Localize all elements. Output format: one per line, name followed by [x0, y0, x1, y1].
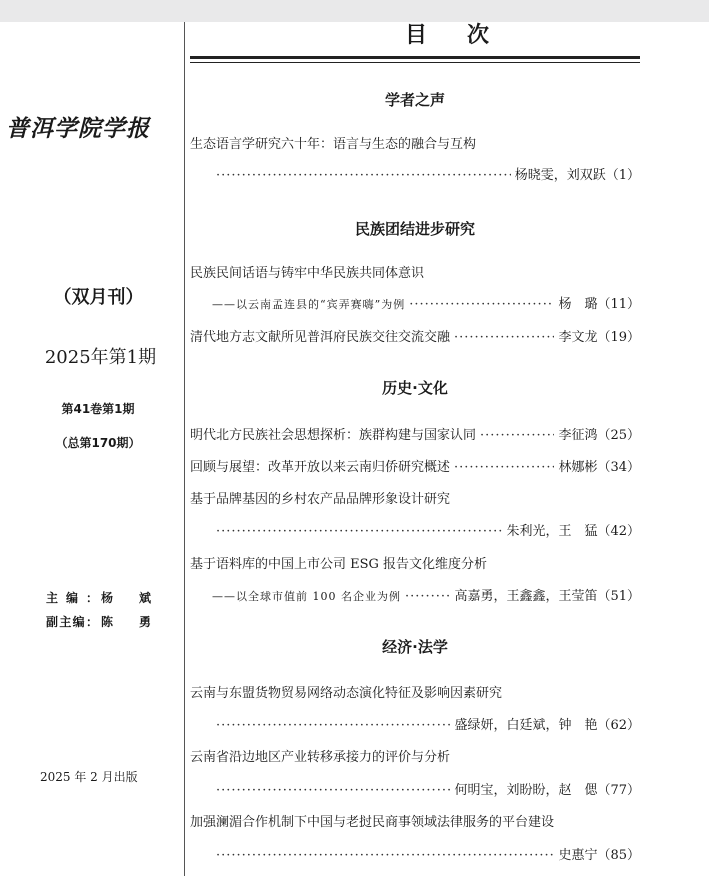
- section-heading: 经济·法学: [382, 638, 448, 656]
- total-issue-number: （总第170期）: [55, 436, 141, 450]
- article-title: 明代北方民族社会思想探析：族群构建与国家认同: [190, 428, 477, 443]
- leader-dots: [454, 460, 554, 475]
- toc-entry-title[interactable]: [190, 746, 640, 766]
- leader-dots: [216, 168, 511, 183]
- toc-entry-title[interactable]: [190, 553, 640, 573]
- leader-dots: [216, 524, 502, 539]
- article-authors: 何明宝，刘盼盼，赵 偲（77）: [454, 783, 640, 798]
- toc-entry-authors: [190, 779, 640, 799]
- article-title: 基于品牌基因的乡村农产品品牌形象设计研究: [190, 492, 451, 507]
- article-authors: 高嘉勇，王鑫鑫，王莹笛（51）: [454, 589, 640, 604]
- article-authors: 李文龙（19）: [558, 330, 640, 345]
- section-heading: 历史·文化: [382, 379, 448, 397]
- toc-entry-title[interactable]: [190, 262, 640, 282]
- article-title: 民族民间话语与铸牢中华民族共同体意识: [190, 266, 425, 281]
- toc-entry-authors: [190, 714, 640, 734]
- title-rule-thin: [190, 62, 640, 63]
- toc-entry-title[interactable]: [190, 811, 640, 831]
- toc-entry-title[interactable]: [190, 133, 640, 153]
- deputy-editor-label: 副主编：: [46, 615, 98, 629]
- toc-entry-authors: [190, 520, 640, 540]
- toc-entry-title[interactable]: [190, 488, 640, 508]
- leader-dots: [409, 297, 554, 312]
- deputy-editor: [46, 613, 151, 630]
- leader-dots: [454, 330, 554, 345]
- leader-dots: [405, 589, 450, 604]
- chief-editor: [46, 589, 151, 606]
- toc-entry[interactable]: [190, 326, 640, 346]
- toc-entry[interactable]: [190, 456, 640, 476]
- publication-frequency: （双月刊）: [53, 287, 144, 308]
- chief-editor-label: 主编：: [46, 591, 98, 605]
- toc-entry[interactable]: [190, 424, 640, 444]
- article-authors: 朱利光，王 猛（42）: [506, 524, 640, 539]
- leader-dots: [216, 783, 450, 798]
- publish-date: 2025 年 2 月出版: [40, 770, 138, 784]
- article-title: 云南省沿边地区产业转移承接力的评价与分析: [190, 750, 451, 765]
- article-authors: 杨 璐（11）: [558, 297, 640, 312]
- article-authors: 盛绿妍，白廷斌，钟 艳（62）: [454, 718, 640, 733]
- article-title: 生态语言学研究六十年：语言与生态的融合与互构: [190, 137, 477, 152]
- section-heading: 学者之声: [384, 91, 445, 109]
- article-title: 回顾与展望：改革开放以来云南归侨研究概述: [190, 460, 451, 475]
- article-title: 云南与东盟货物贸易网络动态演化特征及影响因素研究: [190, 686, 503, 701]
- leader-dots: [216, 848, 554, 863]
- article-authors: 杨晓雯，刘双跃（1）: [514, 168, 640, 183]
- title-rule-thick: [190, 56, 640, 59]
- article-title: 基于语料库的中国上市公司 ESG 报告文化维度分析: [190, 557, 488, 572]
- section-heading: 民族团结进步研究: [354, 220, 475, 238]
- article-authors: 史惠宁（85）: [558, 848, 640, 863]
- toc-entry-subtitle: [190, 585, 640, 605]
- toc-entry-subtitle: [190, 293, 640, 313]
- leader-dots: [216, 718, 450, 733]
- column-divider: [184, 22, 185, 876]
- chief-editor-name: 杨斌: [101, 591, 151, 605]
- article-authors: 李征鸿（25）: [558, 428, 640, 443]
- article-title: 清代地方志文献所见普洱府民族交往交流交融: [190, 330, 451, 345]
- toc-title: 目次: [404, 22, 529, 48]
- article-authors: 林娜彬（34）: [558, 460, 640, 475]
- toc-entry-authors: [190, 844, 640, 864]
- article-subtitle: ——以全球市值前 100 名企业为例: [212, 590, 401, 603]
- toc-entry-authors: [190, 164, 640, 184]
- year-issue: 2025年第1期: [44, 347, 157, 368]
- leader-dots: [480, 428, 554, 443]
- article-title: 加强澜湄合作机制下中国与老挝民商事领域法律服务的平台建设: [190, 815, 555, 830]
- volume-number: 第41卷第1期: [61, 402, 135, 416]
- deputy-editor-name: 陈勇: [101, 615, 151, 629]
- journal-title: 普洱学院学报: [6, 115, 150, 142]
- article-subtitle: ——以云南孟连县的“宾弄赛嗨”为例: [212, 298, 406, 311]
- toc-entry-title[interactable]: [190, 682, 640, 702]
